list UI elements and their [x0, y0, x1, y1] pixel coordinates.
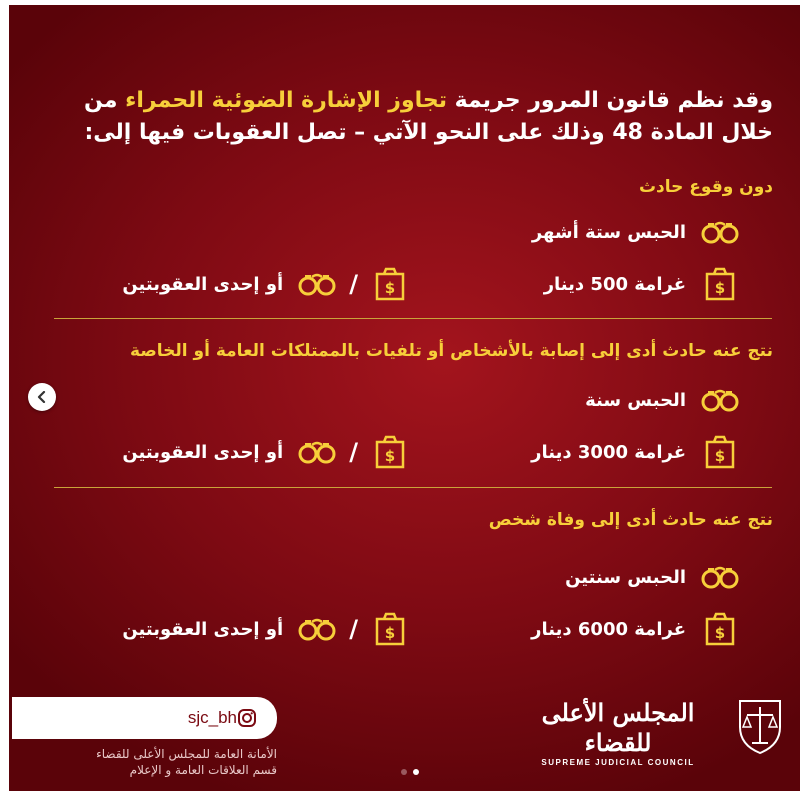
alternative-row-1 [122, 267, 410, 301]
section-title-2: نتج عنه حادث أدى إلى إصابة بالأشخاص أو تلفيات بالممتلكات العامة أو الخاصة [130, 341, 773, 361]
prison-row-2 [585, 383, 740, 417]
carousel-dot[interactable] [401, 769, 407, 775]
scales-emblem-icon [732, 693, 788, 757]
svg-text:$: $ [384, 447, 396, 465]
separator-slash: / [349, 615, 358, 643]
money-bag-icon [700, 612, 740, 646]
logo-arabic: المجلس الأعلى للقضاء [541, 698, 695, 757]
svg-text:$: $ [714, 279, 726, 297]
fine-text-1: غرامة 500 دينار [543, 273, 686, 295]
social-handle-box [12, 697, 277, 739]
fine-row-2 [531, 435, 740, 469]
logo-english: SUPREME JUDICIAL COUNCIL [541, 758, 695, 767]
section-divider [54, 318, 772, 319]
footer-line-1: الأمانة العامة للمجلس الأعلى للقضاء [96, 747, 277, 761]
money-bag-icon [700, 267, 740, 301]
section-title-3: نتج عنه حادث أدى إلى وفاة شخص [488, 510, 773, 530]
handcuffs-icon [700, 215, 740, 249]
handcuffs-icon [297, 435, 337, 469]
alternative-text-1: أو إحدى العقوبتين [122, 273, 284, 295]
svg-text:$: $ [384, 624, 396, 642]
svg-text:$: $ [384, 279, 396, 297]
post-card [9, 5, 800, 791]
intro-part2: من خلال المادة 48 وذلك على النحو الآتي – تصل العقوبات فيها إلى: [84, 88, 773, 145]
svg-text:$: $ [714, 447, 726, 465]
intro-paragraph [53, 85, 773, 149]
separator-slash: / [349, 438, 358, 466]
money-bag-icon [370, 435, 410, 469]
carousel-dot-active[interactable] [413, 769, 419, 775]
alternative-text-2: أو إحدى العقوبتين [122, 441, 284, 463]
prison-text-2: الحبس سنة [585, 389, 686, 411]
prison-text-3: الحبس سنتين [565, 566, 686, 588]
instagram-handle[interactable]: sjc_bh [187, 708, 237, 727]
intro-part1: وقد نظم قانون المرور جريمة [447, 88, 773, 113]
instagram-icon [237, 708, 257, 728]
intro-highlight: تجاوز الإشارة الضوئية الحمراء [125, 88, 447, 113]
handcuffs-icon [297, 267, 337, 301]
fine-text-2: غرامة 3000 دينار [531, 441, 686, 463]
sjc-logo [508, 698, 728, 767]
handcuffs-icon [700, 560, 740, 594]
section-title-1: دون وقوع حادث [638, 177, 773, 197]
money-bag-icon [700, 435, 740, 469]
handcuffs-icon [297, 612, 337, 646]
fine-row-1 [544, 267, 740, 301]
alternative-text-3: أو إحدى العقوبتين [122, 618, 284, 640]
carousel-dots [401, 769, 419, 775]
chevron-left-icon [36, 391, 48, 403]
money-bag-icon [370, 267, 410, 301]
previous-slide-button[interactable] [28, 383, 56, 411]
fine-text-3: غرامة 6000 دينار [531, 618, 686, 640]
prison-row-1 [532, 215, 740, 249]
handcuffs-icon [700, 383, 740, 417]
footer-text [12, 746, 277, 778]
svg-text:$: $ [714, 624, 726, 642]
separator-slash: / [349, 270, 358, 298]
alternative-row-3 [122, 612, 410, 646]
alternative-row-2 [122, 435, 410, 469]
section-divider [54, 487, 772, 488]
fine-row-3 [531, 612, 740, 646]
prison-text-1: الحبس ستة أشهر [531, 221, 686, 243]
footer-line-2: قسم العلاقات العامة و الإعلام [129, 763, 277, 777]
money-bag-icon [370, 612, 410, 646]
prison-row-3 [565, 560, 740, 594]
